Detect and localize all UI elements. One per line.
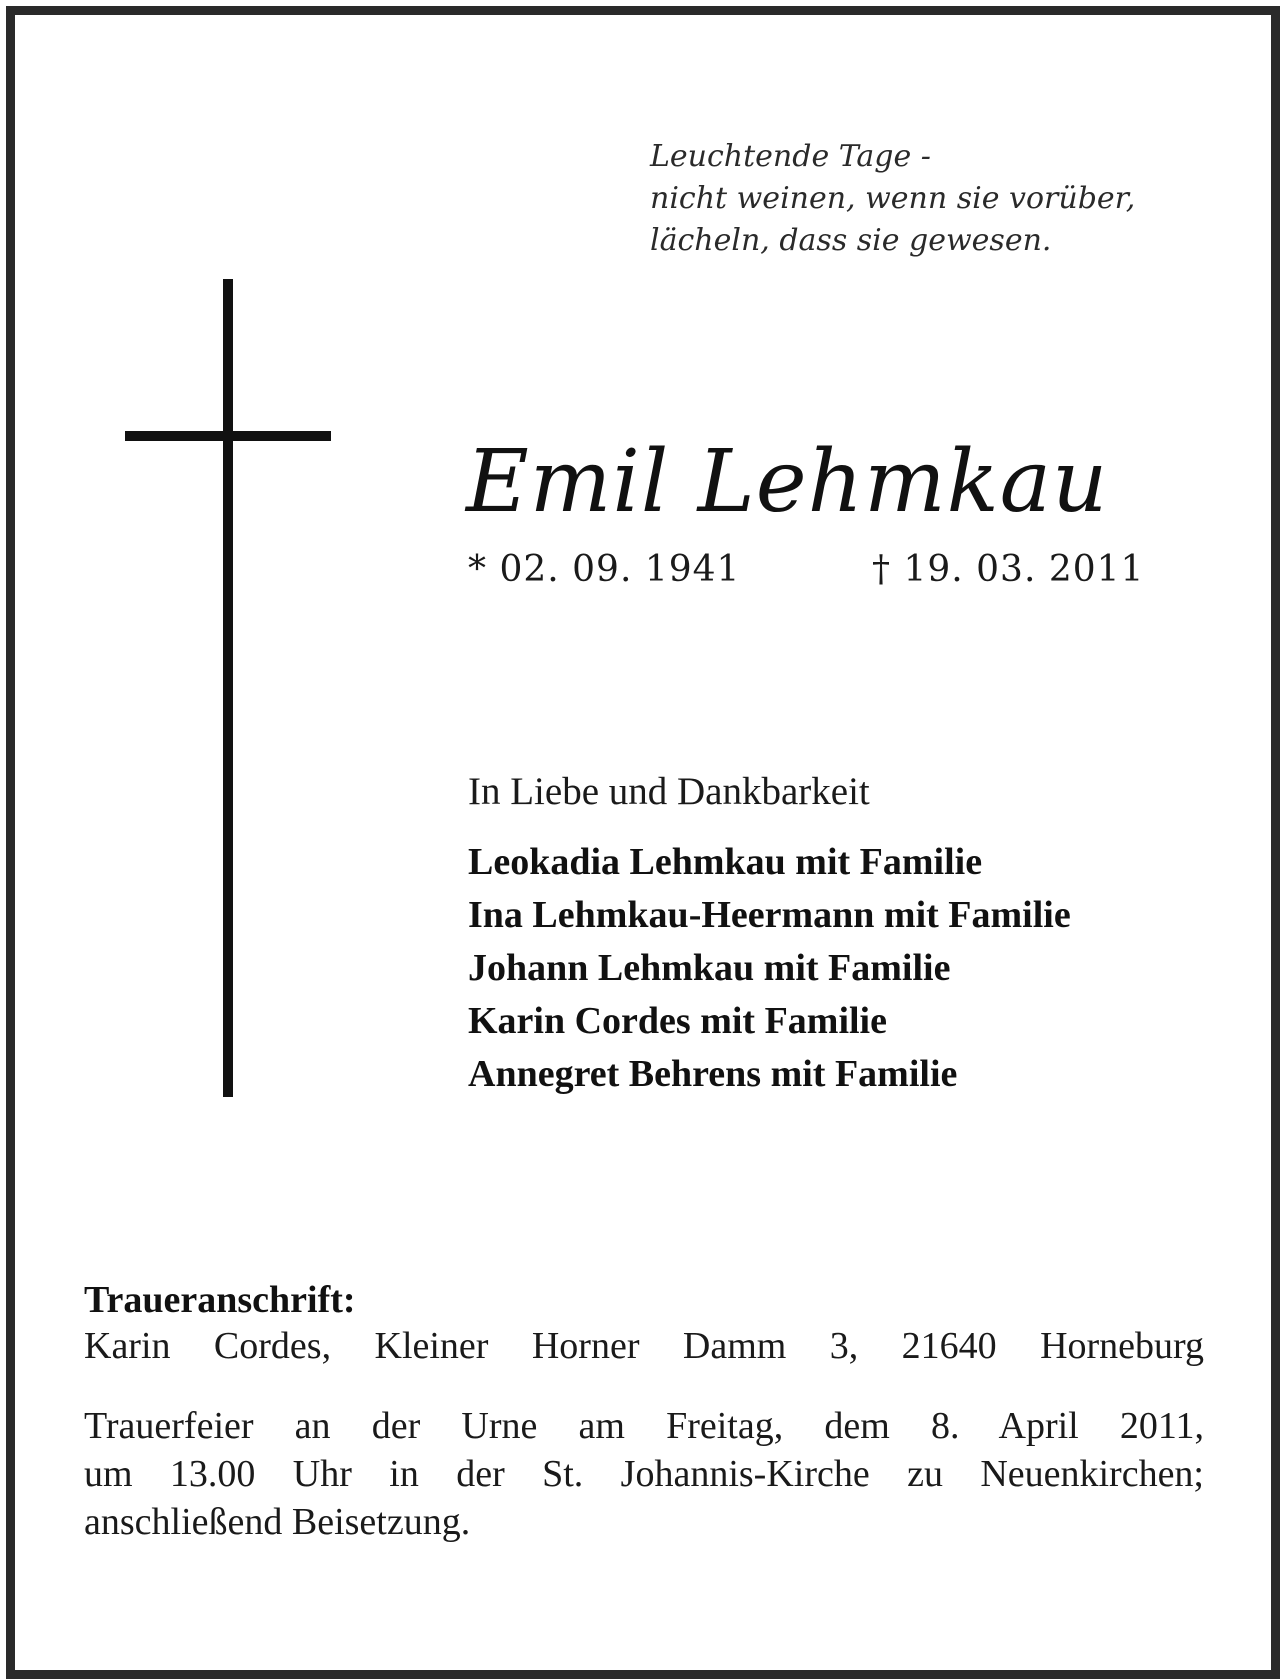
dedication-line: In Liebe und Dankbarkeit: [468, 770, 870, 813]
death-date: † 19. 03. 2011: [872, 549, 1145, 590]
motto-line: Leuchtende Tage -: [650, 139, 931, 174]
deceased-name: Emil Lehmkau: [466, 432, 1109, 532]
address-heading: Traueranschrift:: [84, 1279, 356, 1321]
mourner-item: Annegret Behrens mit Familie: [468, 1053, 958, 1095]
birth-date: * 02. 09. 1941: [468, 549, 741, 590]
mourner-item: Karin Cordes mit Familie: [468, 1000, 887, 1042]
mourner-item: Johann Lehmkau mit Familie: [468, 947, 951, 989]
ceremony-line: Trauerfeier an der Urne am Freitag, dem 8. April 2011,: [84, 1405, 1204, 1447]
motto-verse: [650, 136, 1135, 262]
mourner-item: Leokadia Lehmkau mit Familie: [468, 841, 983, 883]
mourners-list: [468, 836, 1071, 1101]
motto-line: nicht weinen, wenn sie vorüber,: [650, 181, 1136, 216]
address-text: Karin Cordes, Kleiner Horner Damm 3, 21640 Horneburg: [84, 1325, 1204, 1367]
ceremony-line: um 13.00 Uhr in der St. Johannis-Kirche zu Neuenkirchen;: [84, 1453, 1204, 1495]
motto-line: lächeln, dass sie gewesen.: [650, 223, 1052, 258]
mourner-item: Ina Lehmkau-Heermann mit Familie: [468, 894, 1071, 936]
ceremony-notice: [84, 1402, 1204, 1546]
ceremony-line: anschließend Beisetzung.: [84, 1501, 471, 1543]
